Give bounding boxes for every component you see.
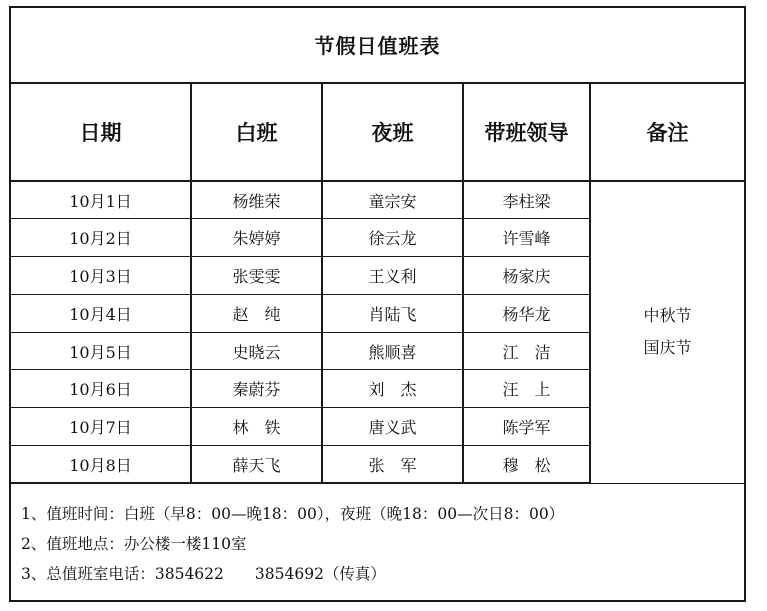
day-shift-cell: 史晓云 bbox=[191, 332, 322, 370]
duty-schedule-sheet bbox=[9, 6, 746, 602]
night-shift-cell: 熊顺喜 bbox=[322, 332, 463, 370]
leader-cell: 李柱梁 bbox=[463, 181, 590, 219]
page-title: 节假日值班表 bbox=[314, 33, 441, 58]
note-duty-location: 2、值班地点：办公楼一楼110室 bbox=[21, 535, 247, 553]
title-row bbox=[11, 8, 744, 84]
date-cell: 10月7日 bbox=[11, 408, 191, 446]
date-cell: 10月3日 bbox=[11, 257, 191, 295]
remark-cell bbox=[590, 181, 744, 483]
night-shift-cell: 童宗安 bbox=[322, 181, 463, 219]
remark-mid-autumn: 中秋节 bbox=[643, 306, 692, 326]
header-date: 日期 bbox=[11, 84, 191, 181]
leader-cell: 汪 上 bbox=[463, 370, 590, 408]
note-duty-hours: 1、值班时间：白班（早8：00—晚18：00），夜班（晚18：00—次日8：00） bbox=[21, 505, 565, 523]
date-cell: 10月2日 bbox=[11, 219, 191, 257]
day-shift-cell: 张雯雯 bbox=[191, 257, 322, 295]
note-duty-phone: 3、总值班室电话：3854622 3854692（传真） bbox=[21, 565, 386, 583]
leader-cell: 杨华龙 bbox=[463, 294, 590, 332]
header-row bbox=[11, 84, 744, 181]
header-night-shift: 夜班 bbox=[322, 84, 463, 181]
night-shift-cell: 王义利 bbox=[322, 257, 463, 295]
date-cell: 10月5日 bbox=[11, 332, 191, 370]
table-row bbox=[11, 181, 744, 219]
night-shift-cell: 肖陆飞 bbox=[322, 294, 463, 332]
leader-cell: 穆 松 bbox=[463, 446, 590, 484]
remark-national-day: 国庆节 bbox=[643, 338, 692, 358]
schedule-table bbox=[11, 84, 744, 484]
header-remark: 备注 bbox=[590, 84, 744, 181]
leader-cell: 陈学军 bbox=[463, 408, 590, 446]
leader-cell: 江 洁 bbox=[463, 332, 590, 370]
leader-cell: 许雪峰 bbox=[463, 219, 590, 257]
date-cell: 10月1日 bbox=[11, 181, 191, 219]
notes-section bbox=[11, 484, 744, 589]
day-shift-cell: 杨维荣 bbox=[191, 181, 322, 219]
date-cell: 10月4日 bbox=[11, 294, 191, 332]
night-shift-cell: 徐云龙 bbox=[322, 219, 463, 257]
header-day-shift: 白班 bbox=[191, 84, 322, 181]
night-shift-cell: 刘 杰 bbox=[322, 370, 463, 408]
date-cell: 10月6日 bbox=[11, 370, 191, 408]
day-shift-cell: 朱婷婷 bbox=[191, 219, 322, 257]
night-shift-cell: 张 军 bbox=[322, 446, 463, 484]
date-cell: 10月8日 bbox=[11, 446, 191, 484]
day-shift-cell: 赵 纯 bbox=[191, 294, 322, 332]
day-shift-cell: 林 铁 bbox=[191, 408, 322, 446]
night-shift-cell: 唐义武 bbox=[322, 408, 463, 446]
day-shift-cell: 秦蔚芬 bbox=[191, 370, 322, 408]
header-leader: 带班领导 bbox=[463, 84, 590, 181]
day-shift-cell: 薛天飞 bbox=[191, 446, 322, 484]
leader-cell: 杨家庆 bbox=[463, 257, 590, 295]
